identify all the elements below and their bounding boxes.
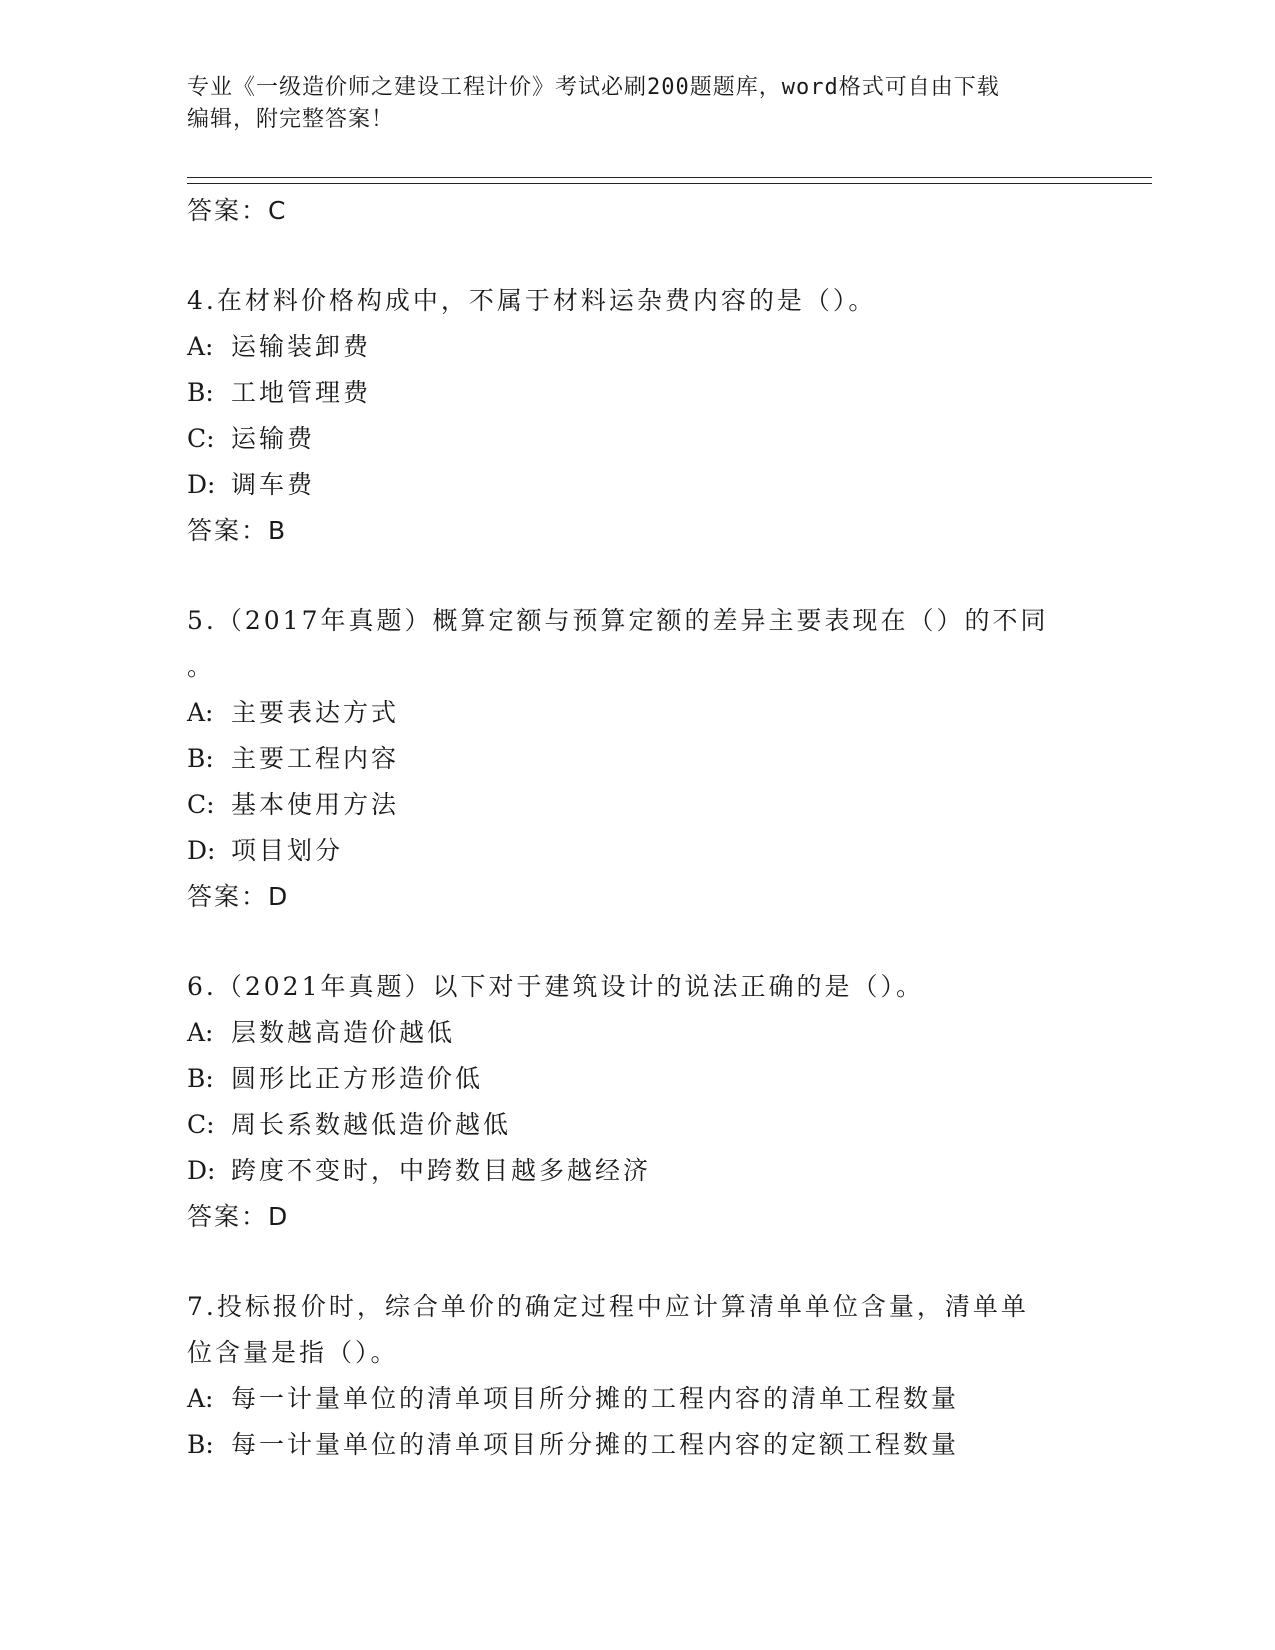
answer-q4 bbox=[187, 508, 1087, 554]
option-6b bbox=[187, 1056, 1087, 1102]
header-divider-bottom bbox=[187, 183, 1152, 184]
option-6d bbox=[187, 1148, 1087, 1194]
option-label: D: bbox=[187, 1156, 216, 1185]
option-text: 工地管理费 bbox=[231, 378, 372, 407]
answer-value: D bbox=[268, 1202, 290, 1231]
answer-label: 答案： bbox=[187, 196, 269, 225]
option-4d bbox=[187, 462, 1087, 508]
option-7b bbox=[187, 1422, 1087, 1468]
answer-label: 答案： bbox=[187, 516, 269, 545]
option-5b bbox=[187, 736, 1087, 782]
option-label: A: bbox=[187, 332, 214, 361]
option-label: B: bbox=[187, 378, 214, 407]
option-text: 层数越高造价越低 bbox=[231, 1018, 456, 1047]
option-label: B: bbox=[187, 1430, 214, 1459]
answer-q6 bbox=[187, 1194, 1087, 1240]
question-6: 6.（2021年真题）以下对于建筑设计的说法正确的是（）。 bbox=[187, 972, 924, 1001]
option-4a bbox=[187, 324, 1087, 370]
option-4c bbox=[187, 416, 1087, 462]
question-5-line-1: 5.（2017年真题）概算定额与预算定额的差异主要表现在（）的不同 bbox=[187, 606, 1049, 635]
option-text: 基本使用方法 bbox=[231, 790, 400, 819]
question-4: 4.在材料价格构成中，不属于材料运杂费内容的是（）。 bbox=[187, 286, 877, 315]
option-text: 每一计量单位的清单项目所分摊的工程内容的清单工程数量 bbox=[231, 1384, 960, 1413]
answer-label: 答案： bbox=[187, 1202, 269, 1231]
option-5d bbox=[187, 828, 1087, 874]
question-7-line-2: 位含量是指（）。 bbox=[187, 1338, 399, 1367]
question-7-line-1: 7.投标报价时，综合单价的确定过程中应计算清单单位含量，清单单 bbox=[187, 1292, 1029, 1321]
option-text: 主要表达方式 bbox=[231, 698, 400, 727]
answer-value: D bbox=[268, 882, 290, 911]
option-text: 周长系数越低造价越低 bbox=[231, 1110, 512, 1139]
option-text: 项目划分 bbox=[231, 836, 344, 865]
option-6a bbox=[187, 1010, 1087, 1056]
option-label: A: bbox=[187, 698, 214, 727]
header-line-2: 编辑，附完整答案！ bbox=[187, 107, 395, 132]
header-line-1: 专业《一级造价师之建设工程计价》考试必刷200题题库，word格式可自由下载 bbox=[187, 75, 1000, 100]
option-label: C: bbox=[187, 424, 215, 453]
option-text: 每一计量单位的清单项目所分摊的工程内容的定额工程数量 bbox=[231, 1430, 960, 1459]
header-divider-top bbox=[187, 177, 1152, 178]
option-label: C: bbox=[187, 1110, 215, 1139]
option-7a bbox=[187, 1376, 1087, 1422]
option-label: C: bbox=[187, 790, 215, 819]
option-6c bbox=[187, 1102, 1087, 1148]
option-label: A: bbox=[187, 1384, 214, 1413]
answer-value: C bbox=[268, 196, 288, 225]
option-label: D: bbox=[187, 836, 216, 865]
answer-value: B bbox=[268, 516, 288, 545]
option-4b bbox=[187, 370, 1087, 416]
document-header bbox=[187, 72, 1067, 136]
option-text: 主要工程内容 bbox=[231, 744, 400, 773]
option-5a bbox=[187, 690, 1087, 736]
option-text: 跨度不变时，中跨数目越多越经济 bbox=[231, 1156, 652, 1185]
option-label: B: bbox=[187, 1064, 214, 1093]
question-list bbox=[187, 188, 1087, 1468]
option-text: 圆形比正方形造价低 bbox=[231, 1064, 484, 1093]
option-text: 调车费 bbox=[231, 470, 316, 499]
option-text: 运输费 bbox=[231, 424, 316, 453]
option-5c bbox=[187, 782, 1087, 828]
answer-q5 bbox=[187, 874, 1087, 920]
answer-label: 答案： bbox=[187, 882, 269, 911]
option-label: D: bbox=[187, 470, 216, 499]
option-label: B: bbox=[187, 744, 214, 773]
option-label: A: bbox=[187, 1018, 214, 1047]
answer-q3 bbox=[187, 188, 1087, 234]
question-5-line-2: 。 bbox=[187, 652, 216, 681]
option-text: 运输装卸费 bbox=[231, 332, 372, 361]
